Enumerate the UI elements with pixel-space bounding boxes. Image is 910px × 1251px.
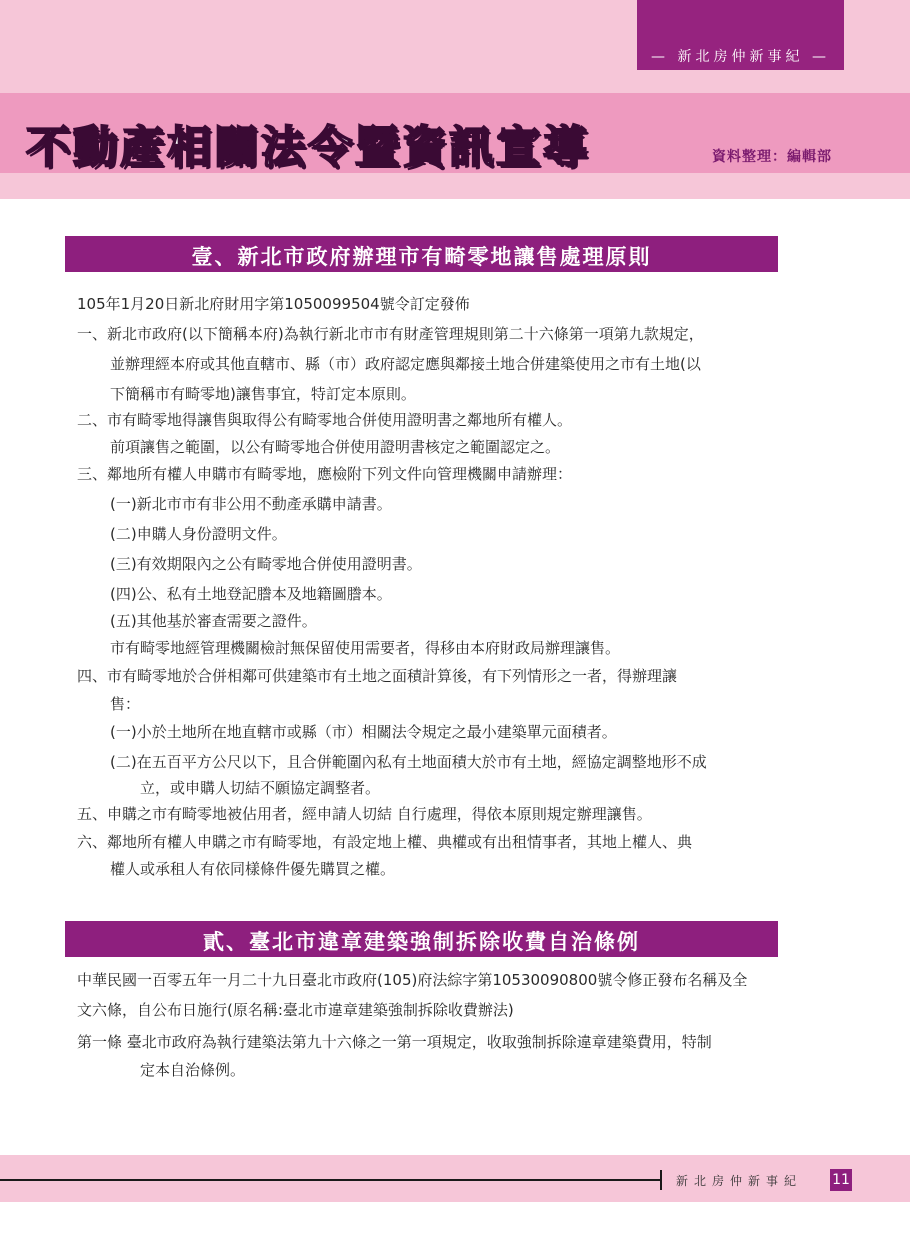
header-bottom-band <box>0 173 910 199</box>
section-2-line: 中華民國一百零五年一月二十九日臺北市政府(105)府法綜字第10530090800號令修正發布名稱及全 <box>77 971 748 989</box>
section-2-heading: 貳、臺北市違章建築強制拆除收費自治條例 <box>203 930 640 954</box>
section-1-heading: 壹、新北市政府辦理市有畸零地讓售處理原則 <box>191 245 652 269</box>
magazine-tag: — 新北房仲新事紀 — <box>651 49 830 65</box>
section-1-line: 售： <box>110 695 141 713</box>
section-1-line: (二)在五百平方公尺以下，且合併範圍內私有土地面積大於市有土地，經協定調整地形不成 <box>110 753 707 771</box>
section-1-line: 六、鄰地所有權人申購之市有畸零地，有設定地上權、典權或有出租情事者，其地上權人、典 <box>77 833 693 851</box>
section-1-line: (三)有效期限內之公有畸零地合併使用證明書。 <box>110 555 422 573</box>
section-2-line: 定本自治條例。 <box>140 1061 246 1079</box>
section-1-line: 五、申購之市有畸零地被佔用者，經申請人切結 自行處理，得依本原則規定辦理讓售。 <box>77 805 652 823</box>
section-1-line: 三、鄰地所有權人申購市有畸零地，應檢附下列文件向管理機關申請辦理： <box>77 465 573 483</box>
section-1-line: 立，或申購人切結不願協定調整者。 <box>140 779 381 797</box>
section-1-line: 一、新北市政府(以下簡稱本府)為執行新北市市有財產管理規則第二十六條第一項第九款規定， <box>77 325 704 343</box>
section-1-line: 並辦理經本府或其他直轄市、縣（市）政府認定應與鄰接土地合併建築使用之市有土地(以 <box>110 355 701 373</box>
section-1-line: (一)新北市市有非公用不動產承購申請書。 <box>110 495 392 513</box>
section-1-line: (一)小於土地所在地直轄市或縣（市）相關法令規定之最小建築單元面積者。 <box>110 723 617 741</box>
section-1-line: (二)申購人身份證明文件。 <box>110 525 287 543</box>
section-1-line: (五)其他基於審查需要之證件。 <box>110 612 317 630</box>
footer-rule-tick <box>660 1170 662 1190</box>
section-1-line: 105年1月20日新北府財用字第1050099504號令訂定發佈 <box>77 295 470 313</box>
section-2-line: 第一條 臺北市政府為執行建築法第九十六條之一第一項規定，收取強制拆除違章建築費用，特制 <box>77 1033 712 1051</box>
section-1-line: 下簡稱市有畸零地)讓售事宜，特訂定本原則。 <box>110 385 416 403</box>
page-title: 不動產相關法令暨資訊宣導 <box>26 122 590 173</box>
page-number: 11 <box>830 1169 852 1191</box>
section-2-line: 文六條，自公布日施行(原名稱:臺北市違章建築強制拆除收費辦法) <box>77 1001 514 1019</box>
footer-rule <box>0 1179 662 1181</box>
section-1-line: 二、市有畸零地得讓售與取得公有畸零地合併使用證明書之鄰地所有權人。 <box>77 411 573 429</box>
section-1-line: 市有畸零地經管理機關檢討無保留使用需要者，得移由本府財政局辦理讓售。 <box>110 639 621 657</box>
editor-credit: 資料整理：編輯部 <box>712 149 832 165</box>
section-1-line: 四、市有畸零地於合併相鄰可供建築市有土地之面積計算後，有下列情形之一者，得辦理讓 <box>77 667 678 685</box>
section-1-line: 權人或承租人有依同樣條件優先購買之權。 <box>110 860 396 878</box>
section-1-line: 前項讓售之範圍，以公有畸零地合併使用證明書核定之範圍認定之。 <box>110 438 561 456</box>
footer-magazine-name: 新北房仲新事紀 <box>676 1174 803 1188</box>
section-1-line: (四)公、私有土地登記謄本及地籍圖謄本。 <box>110 585 392 603</box>
